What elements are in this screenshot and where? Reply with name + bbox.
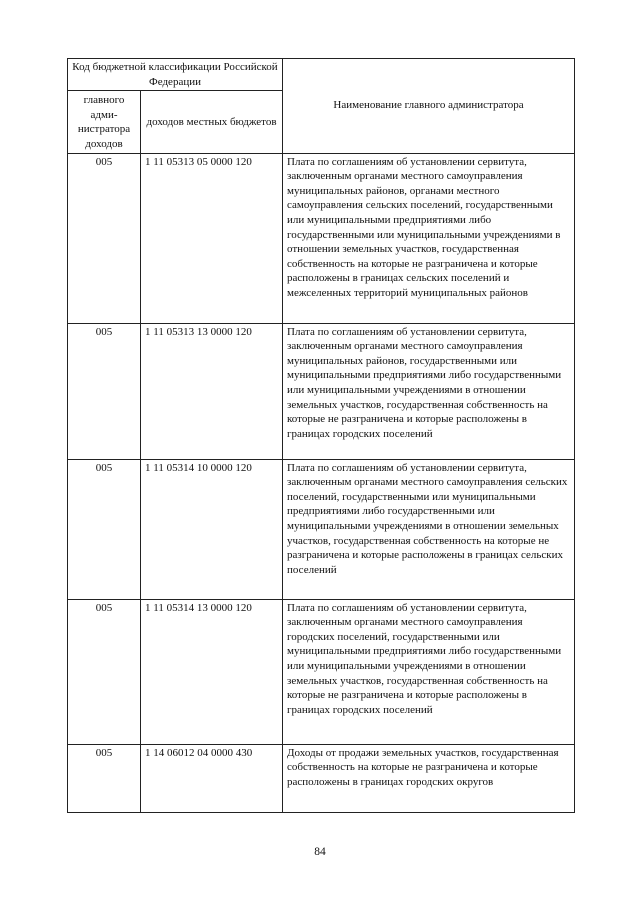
table-row <box>68 599 575 744</box>
budget-classification-table <box>67 58 575 813</box>
administrator-name-cell: Плата по соглашениям об установлении сервитута, заключенным органами местного самоуправления муниципальных районов, органами местного самоуправления сельских поселений, государственными или муниципальными предприятиями либо государственными или муниципальными учреждениями в отношении земельных участков, государственная собственность на которые не разграничена и которые расположены в границах сельских поселений и межселенных территорий муниципальных районов <box>283 153 575 323</box>
header-administrator-name: Наименование главного администратора <box>283 59 575 154</box>
admin-code-cell: 005 <box>68 153 141 323</box>
table-header <box>68 59 575 154</box>
administrator-name-cell: Доходы от продажи земельных участков, государственная собственность на которые не разграничена и которые расположены в границах городских округов <box>283 744 575 812</box>
table-row <box>68 459 575 599</box>
admin-code-cell: 005 <box>68 599 141 744</box>
page-number: 84 <box>314 846 326 858</box>
table-row <box>68 744 575 812</box>
table-row <box>68 323 575 459</box>
admin-code-cell: 005 <box>68 459 141 599</box>
budget-code-cell: 1 11 05313 13 0000 120 <box>141 323 283 459</box>
administrator-name-cell: Плата по соглашениям об установлении сервитута, заключенным органами местного самоуправления сельских поселений, государственными или муниципальными предприятиями либо государственными или муниципальными учреждениями в отношении земельных участков, государственная собственность на которые не разграничена и которые расположены в границах сельских поселений <box>283 459 575 599</box>
budget-code-cell: 1 11 05313 05 0000 120 <box>141 153 283 323</box>
administrator-name-cell: Плата по соглашениям об установлении сервитута, заключенным органами местного самоуправления городских поселений, государственными или муниципальными предприятиями либо государственными или муниципальными учреждениями в отношении земельных участков, государственная собственность на которые не разграничена и которые расположены в границах городских поселений <box>283 599 575 744</box>
table-body <box>68 153 575 812</box>
header-group-budget-code: Код бюджетной классификации Российской Федерации <box>68 59 283 91</box>
administrator-name-cell: Плата по соглашениям об установлении сервитута, заключенным органами местного самоуправления муниципальных районов, государственными или муниципальными предприятиями либо государственными или муниципальными учреждениями в отношении земельных участков, государственная собственность на которые не разграничена и которые расположены в границах городских поселений <box>283 323 575 459</box>
table-row <box>68 153 575 323</box>
budget-code-cell: 1 11 05314 10 0000 120 <box>141 459 283 599</box>
header-local-budget-income: доходов местных бюджетов <box>141 91 283 153</box>
budget-code-cell: 1 14 06012 04 0000 430 <box>141 744 283 812</box>
admin-code-cell: 005 <box>68 744 141 812</box>
admin-code-cell: 005 <box>68 323 141 459</box>
header-chief-administrator: главного адми-нистратора доходов <box>68 91 141 153</box>
budget-code-cell: 1 11 05314 13 0000 120 <box>141 599 283 744</box>
